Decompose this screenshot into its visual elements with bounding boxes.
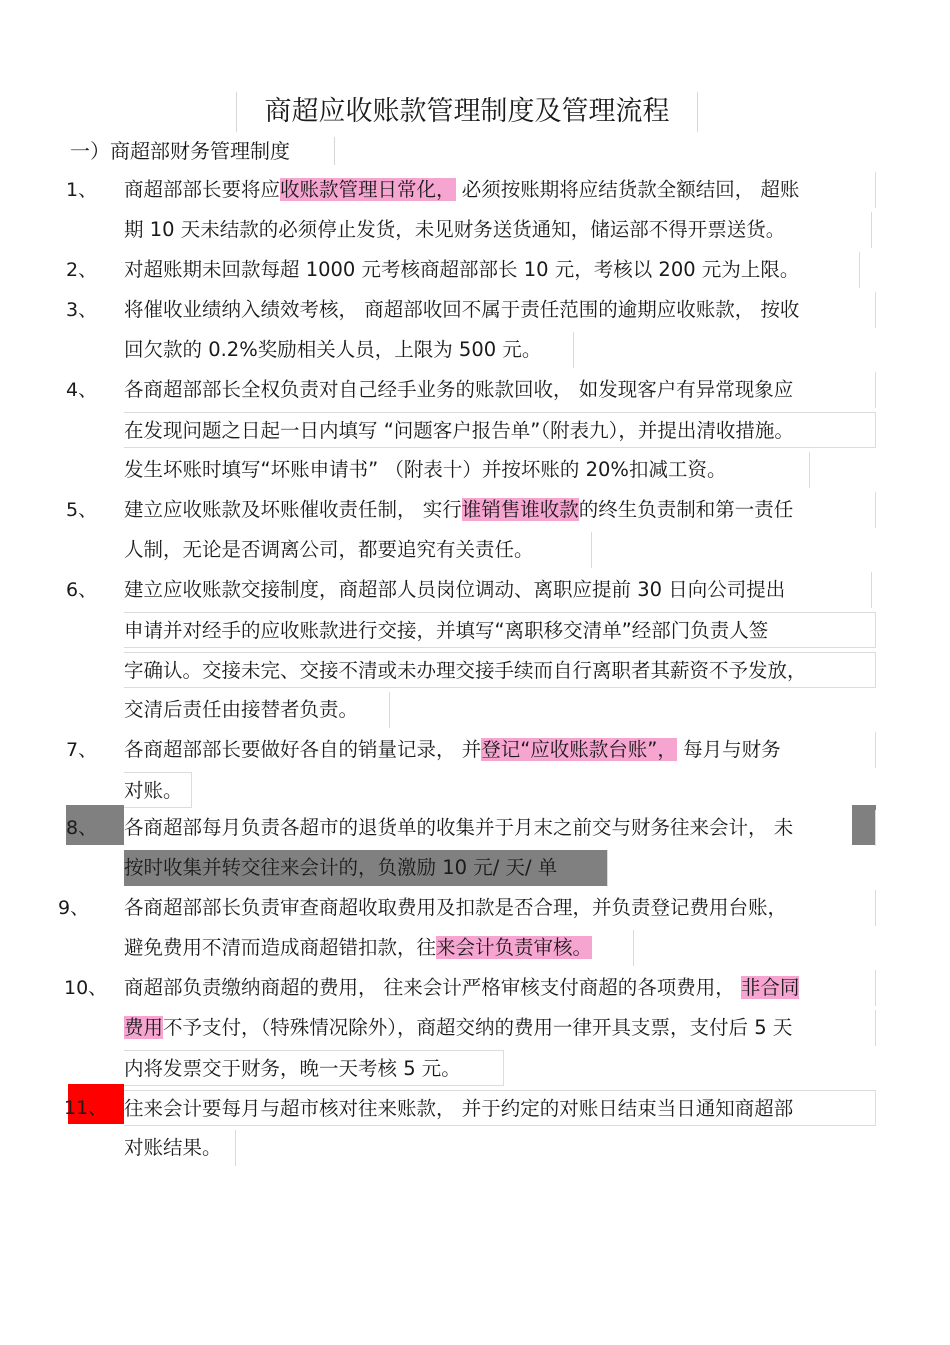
- item-6-line-4: 交清后责任由接替者负责。: [124, 692, 390, 728]
- item-number: 3、: [66, 299, 98, 321]
- item-6-line-2: 申请并对经手的应收账款进行交接，并填写“离职移交清单”经部门负责人签: [124, 612, 876, 648]
- text-run: 的终生负责制和第一责任: [578, 498, 794, 521]
- item-number: 5、: [66, 499, 98, 521]
- text-run: 必须按账期将应结货款全额结回， 超账: [455, 178, 800, 201]
- text-run: 各商超部部长要做好各自的销量记录， 并: [124, 738, 482, 761]
- item-5-line-1: [124, 492, 876, 528]
- text-run: 避免费用不清而造成商超错扣款，往: [124, 936, 437, 959]
- item-number: 10、: [64, 977, 108, 999]
- pink-highlight: 谁销售谁收款: [461, 498, 579, 521]
- pink-highlight: 来会计负责审核。: [436, 936, 593, 959]
- item-1-line-1: [124, 172, 876, 208]
- item-3-line-2: 回欠款的 0.2%奖励相关人员，上限为 500 元。: [124, 332, 574, 368]
- item-9-line-2: [124, 930, 634, 966]
- item-4-line-1: 各商超部部长全权负责对自己经手业务的账款回收， 如发现客户有异常现象应: [124, 372, 876, 408]
- item-7-line-2: 对账。: [124, 772, 192, 808]
- item-number: 2、: [66, 259, 98, 281]
- item-number: 1、: [66, 179, 98, 201]
- item-11-line-2: 对账结果。: [124, 1130, 236, 1166]
- item-7-line-1: [124, 732, 876, 768]
- item-9-line-1: 各商超部部长负责审查商超收取费用及扣款是否合理，并负责登记费用台账，: [124, 890, 876, 926]
- item-number: 6、: [66, 579, 98, 601]
- item-2-line-1: 对超账期未回款每超 1000 元考核商超部部长 10 元，考核以 200 元为上限。: [124, 252, 860, 288]
- item-10-line-2: [124, 1010, 876, 1046]
- section-heading: 一）商超部财务管理制度: [70, 137, 335, 165]
- pink-highlight: 登记“应收账款台账”，: [481, 738, 677, 761]
- item-8-line-1: 各商超部每月负责各超市的退货单的收集并于月末之前交与财务往来会计， 未: [124, 810, 876, 846]
- text-run: 商超部负责缴纳商超的费用， 往来会计严格审核支付商超的各项费用，: [124, 976, 741, 999]
- pink-highlight: 费用: [124, 1016, 164, 1039]
- pink-highlight: 收账款管理日常化，: [280, 178, 456, 201]
- item-10-line-3: 内将发票交于财务，晚一天考核 5 元。: [124, 1050, 504, 1086]
- item-4-line-2: 在发现问题之日起一日内填写 “问题客户报告单”（附表九），并提出清收措施。: [124, 412, 876, 448]
- item-8-line-2: 按时收集并转交往来会计的，负激励 10 元/ 天/ 单: [124, 850, 608, 886]
- item-5-line-2: 人制，无论是否调离公司，都要追究有关责任。: [124, 532, 592, 568]
- text-run: 建立应收账款及坏账催收责任制， 实行: [124, 498, 462, 521]
- item-3-line-1: 将催收业绩纳入绩效考核， 商超部收回不属于责任范围的逾期应收账款， 按收: [124, 292, 876, 328]
- text-run: 不予支付，（特殊情况除外），商超交纳的费用一律开具支票，支付后 5 天: [163, 1016, 793, 1039]
- item-number: 8、: [66, 817, 98, 839]
- text-run: 每月与财务: [676, 738, 781, 761]
- item-number: 7、: [66, 739, 98, 761]
- item-number: 4、: [66, 379, 98, 401]
- item-number: 9、: [58, 897, 90, 919]
- item-4-line-3: 发生坏账时填写“坏账申请书” （附表十）并按坏账的 20%扣减工资。: [124, 452, 810, 488]
- pink-highlight: 非合同: [740, 976, 800, 999]
- item-6-line-1: 建立应收账款交接制度，商超部人员岗位调动、离职应提前 30 日向公司提出: [124, 572, 872, 608]
- item-1-line-2: 期 10 天未结款的必须停止发货，未见财务送货通知，储运部不得开票送货。: [124, 212, 872, 248]
- item-11-line-1: 往来会计要每月与超市核对往来账款， 并于约定的对账日结束当日通知商超部: [124, 1090, 876, 1126]
- item-10-line-1: [124, 970, 876, 1006]
- text-run: 商超部部长要将应: [124, 178, 281, 201]
- document-title: 商超应收账款管理制度及管理流程: [236, 92, 698, 132]
- item-number: 11、: [64, 1097, 108, 1119]
- item-6-line-3: 字确认。交接未完、交接不清或未办理交接手续而自行离职者其薪资不予发放，: [124, 652, 876, 688]
